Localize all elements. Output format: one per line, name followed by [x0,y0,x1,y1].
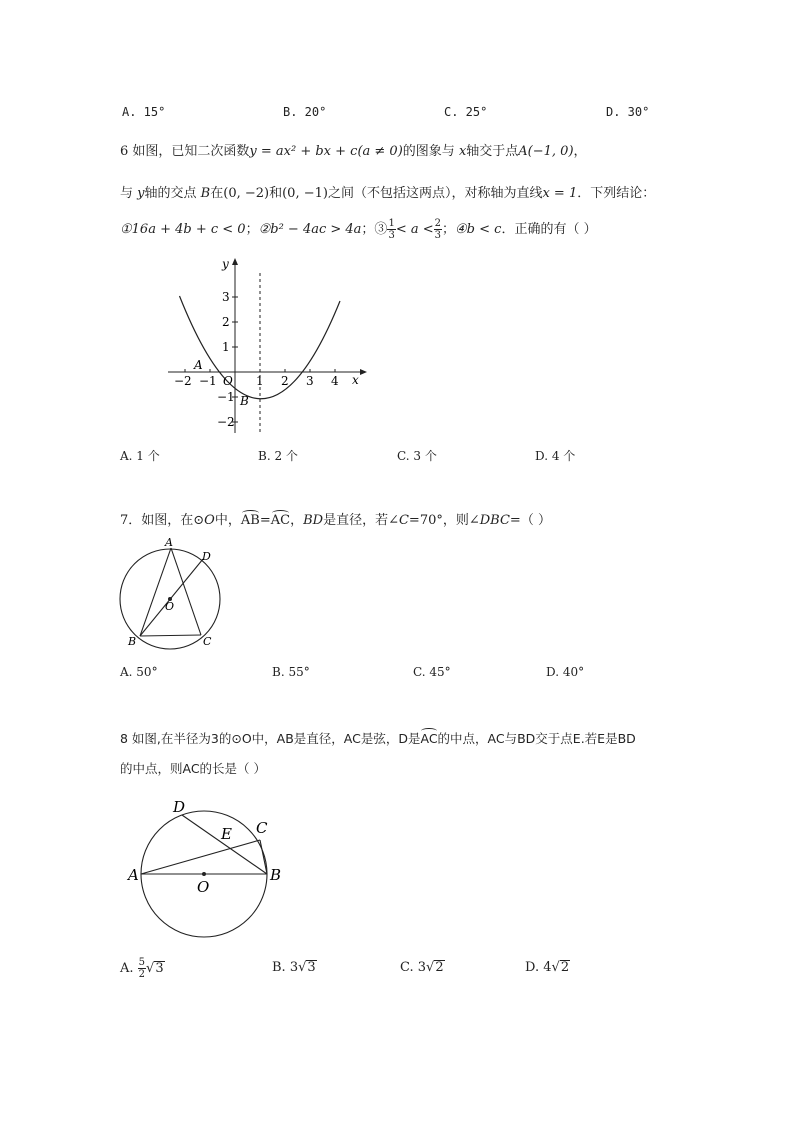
x-tick-neg2: −2 [174,374,192,388]
y-tick-2: 2 [222,315,230,329]
x-tick-4: 4 [331,374,339,388]
arc-ac-q8: AC [420,731,438,746]
q6-parabola-graph [160,255,375,440]
label-a: A [165,536,173,549]
q6-line-2: 与 y轴的交点 B在(0, −2)和(0, −1)之间（不包括这两点），对称轴为直线x = 1．下列结论： [120,186,656,201]
label-d: D [173,798,186,816]
label-b: B [128,635,137,648]
x-tick-1: 1 [256,374,264,388]
q7-option-c: C. 45° [413,665,451,679]
fraction-two-thirds: $\frac{2}{3}$ [434,218,441,241]
label-b: B [270,866,282,884]
label-c: C [256,819,268,837]
q5-option-d: D. 30° [606,105,650,119]
q7-option-b: B. 55° [272,665,310,679]
x-tick-neg1: −1 [199,374,217,388]
q8-option-d: D. 4√2 [525,960,570,975]
point-a-label: A [194,358,203,372]
x-tick-2: 2 [281,374,289,388]
diameter-bd [140,559,203,636]
label-c: C [203,635,212,648]
q8-option-b: B. 3√3 [272,960,316,975]
q8-option-a: A. $\frac{5}{2}$ √3 [120,957,164,980]
q7-option-d: D. 40° [546,665,585,679]
chord-bc [260,840,267,874]
q5-option-c: C. 25° [444,105,488,119]
label-o: O [165,600,175,613]
q8-line-2: 的中点，则AC的长是（ ） [120,761,267,776]
label-e: E [221,825,232,843]
q8-circle-diagram [125,795,290,945]
q7-circle-diagram [112,535,232,653]
arc-ac: AC [270,513,291,528]
x-tick-3: 3 [306,374,314,388]
q6-line-1: 6 如图，已知二次函数y = ax² + bx + c(a ≠ 0)的图象与 x轴交于点A(−1, 0)， [120,144,587,159]
fraction-one-third: $\frac{1}{3}$ [388,218,395,241]
y-tick-neg2: −2 [217,415,235,429]
origin-label: O [223,374,233,388]
q8-line-1: 8 如图,在半径为3的⊙O中，AB是直径，AC是弦，D是AC的中点，AC与BD交于点E.若E是BD [120,731,636,746]
chord-bc [140,635,201,636]
chord-bd [182,815,267,874]
q6-option-d: D. 4 个 [535,449,576,463]
arc-ab: AB [240,513,260,528]
q5-option-b: B. 20° [283,105,327,119]
x-axis-arrow [360,369,367,375]
y-tick-neg1: −1 [217,390,235,404]
y-axis-arrow [232,258,238,265]
label-o: O [197,878,210,896]
chord-ab [140,548,171,636]
q7-option-a: A. 50° [120,665,158,679]
chord-ac [171,548,201,635]
q6-line-3: ①16a + 4b + c < 0；②b² − 4ac > 4a；③ $\frac{1}{3}$ < a < $\frac{2}{3}$ ；④b < c．正确的有（ ） [120,218,597,241]
q7-stem: 7．如图，在⊙O中，AB=AC，BD是直径，若∠C=70°，则∠DBC=（ ） [120,513,551,528]
label-d: D [202,550,211,563]
y-tick-1: 1 [222,340,230,354]
point-b-label: B [240,394,249,408]
q6-option-a: A. 1 个 [120,449,160,463]
x-axis-label: x [352,373,359,387]
q6-option-b: B. 2 个 [258,449,298,463]
y-axis-label: y [222,257,229,271]
fraction-five-halves: $\frac{5}{2}$ [138,957,146,980]
q5-option-a: A. 15° [122,105,166,119]
q8-option-c: C. 3√2 [400,960,444,975]
center-dot [202,872,206,876]
label-a: A [128,866,139,884]
y-tick-3: 3 [222,290,230,304]
q6-option-c: C. 3 个 [397,449,437,463]
